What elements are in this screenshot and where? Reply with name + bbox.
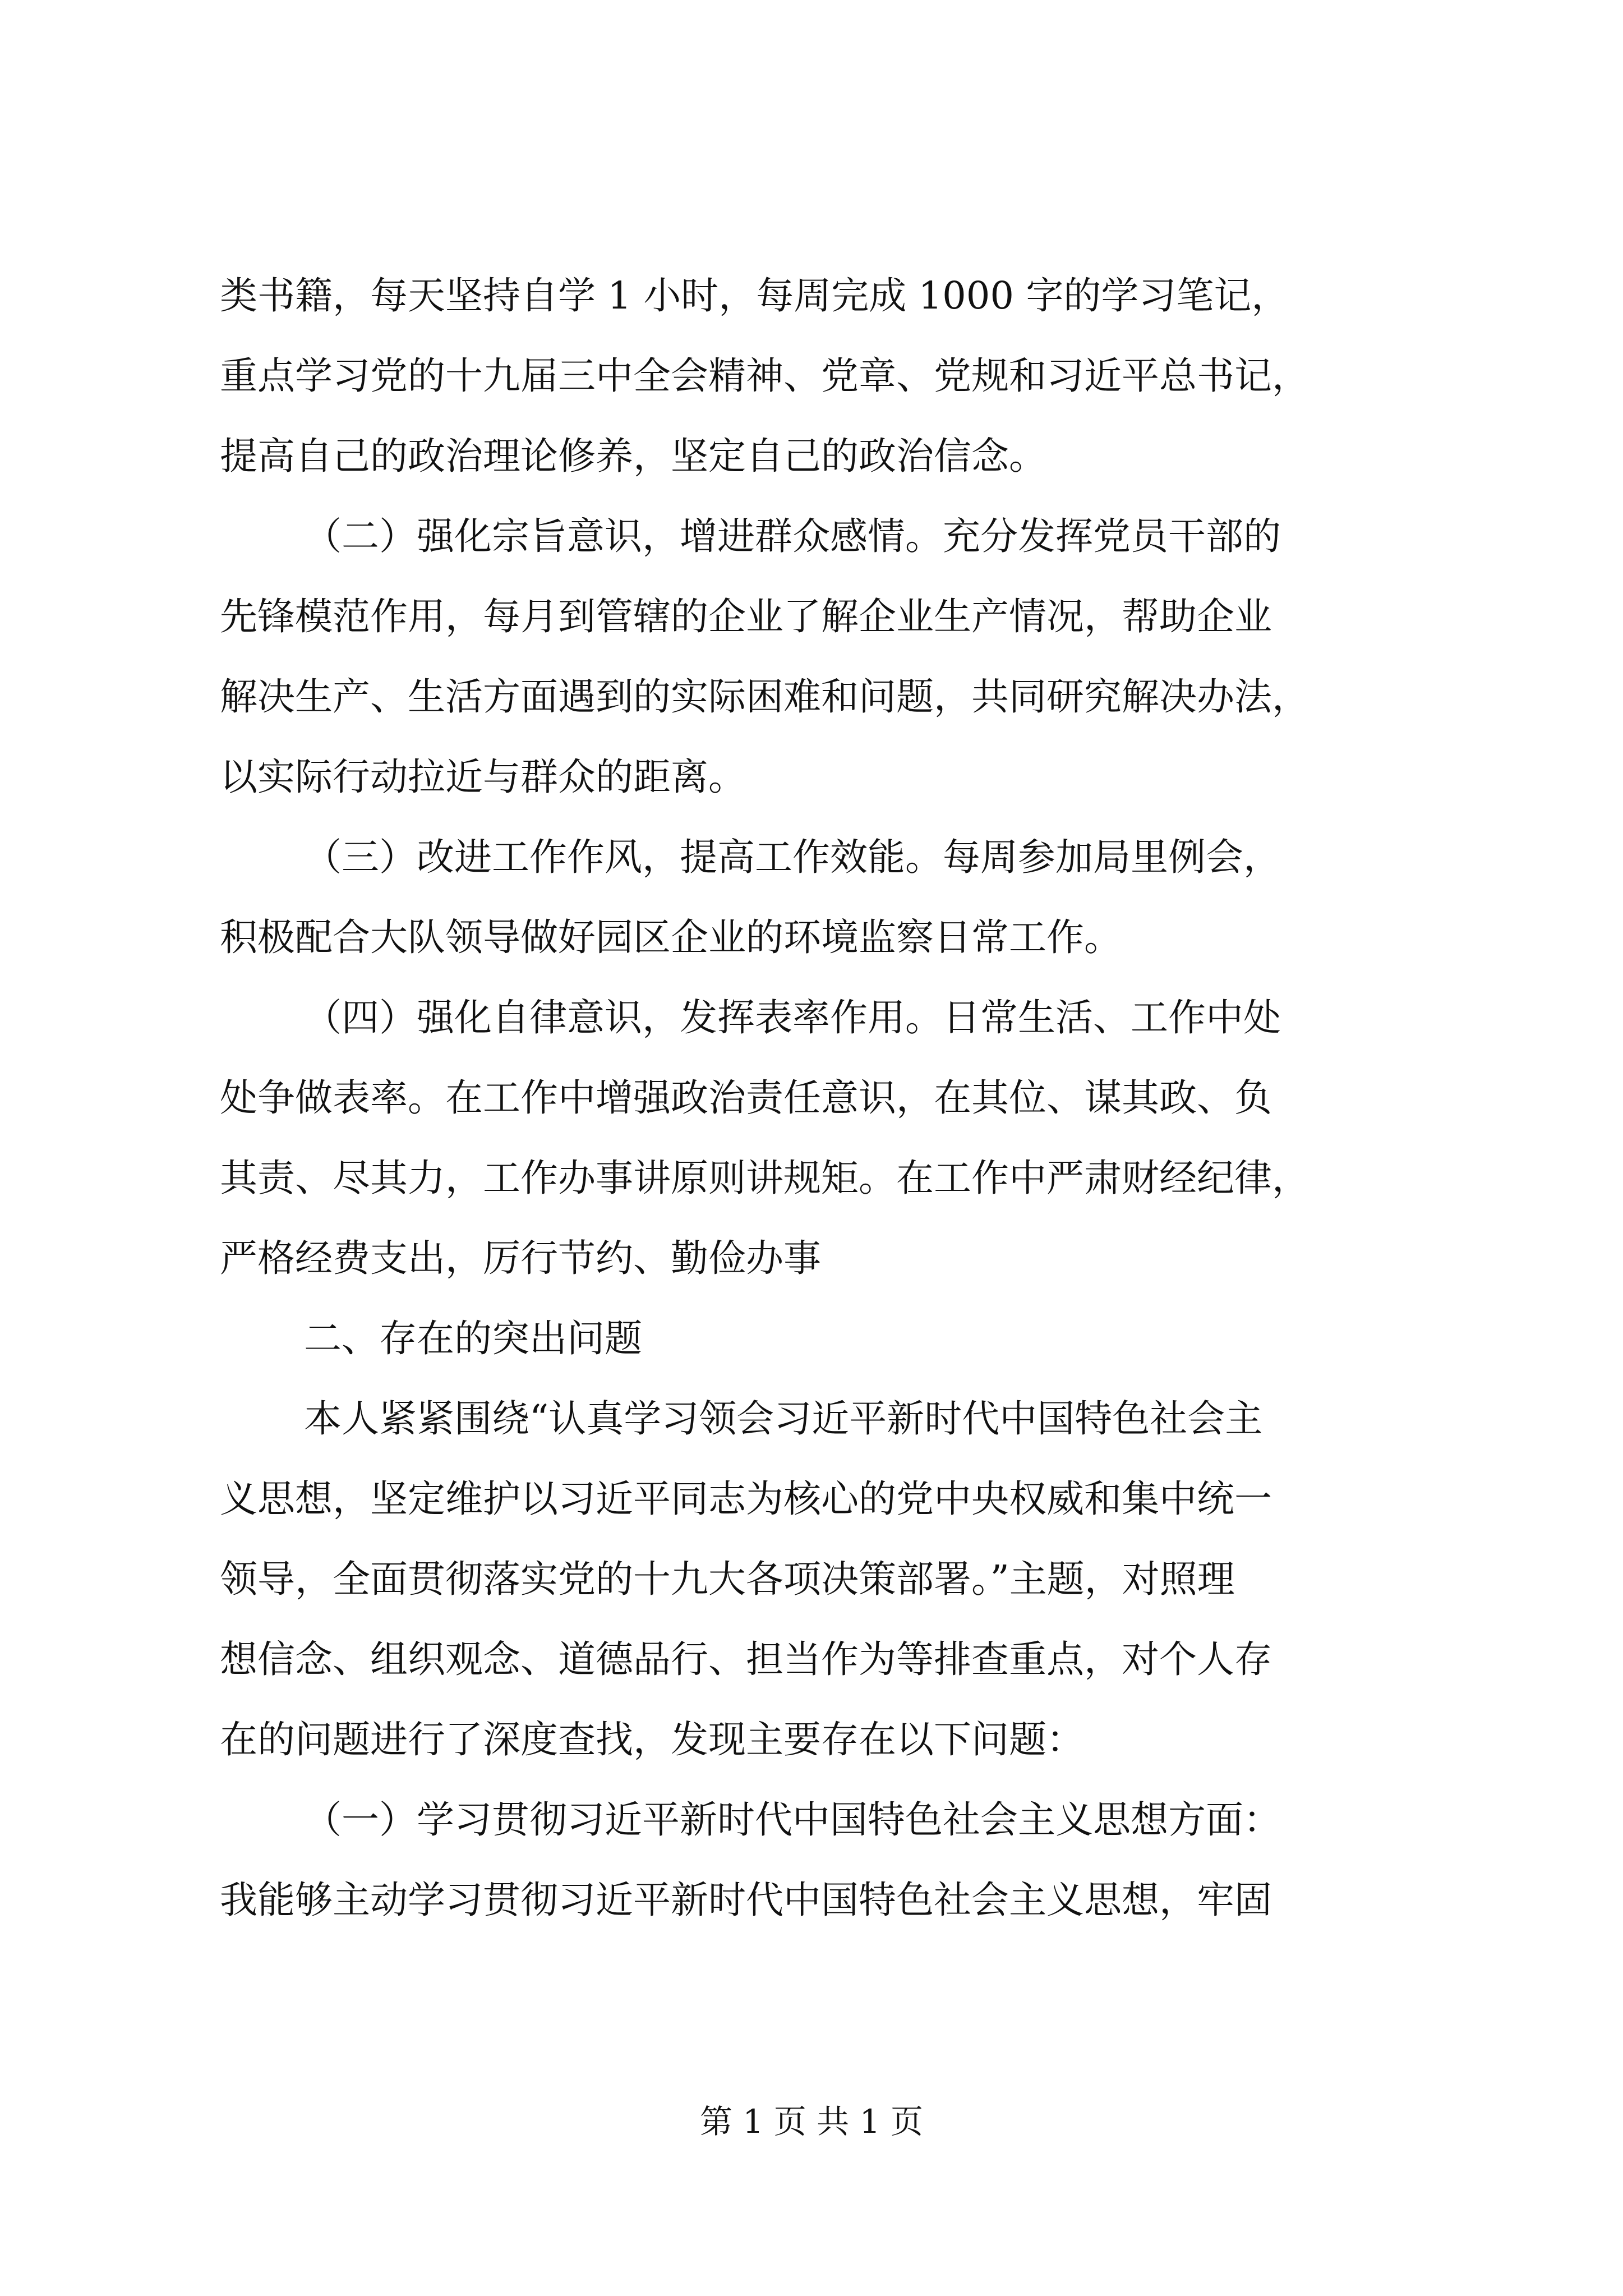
text-line: 提高自己的政治理论修养，坚定自己的政治信念。 [220, 434, 1046, 478]
text-line: （一）学习贯彻习近平新时代中国特色社会主义思想方面： [304, 1798, 1281, 1842]
text-line: （三）改进工作作风，提高工作效能。每周参加局里例会， [304, 835, 1281, 879]
text-line: 我能够主动学习贯彻习近平新时代中国特色社会主义思想，牢固 [220, 1878, 1272, 1922]
page-number-footer: 第 1 页 共 1 页 [700, 2102, 923, 2141]
section-heading: 二、存在的突出问题 [304, 1317, 642, 1360]
text-line: 义思想，坚定维护以习近平同志为核心的党中央权威和集中统一 [220, 1477, 1272, 1521]
text-line: 先锋模范作用，每月到管辖的企业了解企业生产情况，帮助企业 [220, 595, 1272, 638]
text-line: 在的问题进行了深度查找，发现主要存在以下问题： [220, 1718, 1084, 1761]
text-line: 严格经费支出，厉行节约、勤俭办事 [220, 1236, 821, 1280]
text-line: 积极配合大队领导做好园区企业的环境监察日常工作。 [220, 915, 1122, 959]
text-line: 类书籍，每天坚持自学 1 小时，每周完成 1000 字的学习笔记， [220, 274, 1289, 318]
text-line: 本人紧紧围绕“认真学习领会习近平新时代中国特色社会主 [304, 1397, 1263, 1441]
text-line: 解决生产、生活方面遇到的实际困难和问题，共同研究解决办法， [220, 675, 1310, 719]
text-line: （二）强化宗旨意识，增进群众感情。充分发挥党员干部的 [304, 514, 1281, 558]
text-line: 处争做表率。在工作中增强政治责任意识，在其位、谋其政、负 [220, 1076, 1272, 1120]
text-line: （四）强化自律意识，发挥表率作用。日常生活、工作中处 [304, 996, 1281, 1039]
text-line: 重点学习党的十九届三中全会精神、党章、党规和习近平总书记， [220, 354, 1310, 398]
text-line: 其责、尽其力，工作办事讲原则讲规矩。在工作中严肃财经纪律， [220, 1156, 1310, 1200]
text-line: 想信念、组织观念、道德品行、担当作为等排查重点，对个人存 [220, 1637, 1272, 1681]
text-line: 领导，全面贯彻落实党的十九大各项决策部署。”主题，对照理 [220, 1557, 1235, 1601]
text-line: 以实际行动拉近与群众的距离。 [220, 755, 746, 799]
